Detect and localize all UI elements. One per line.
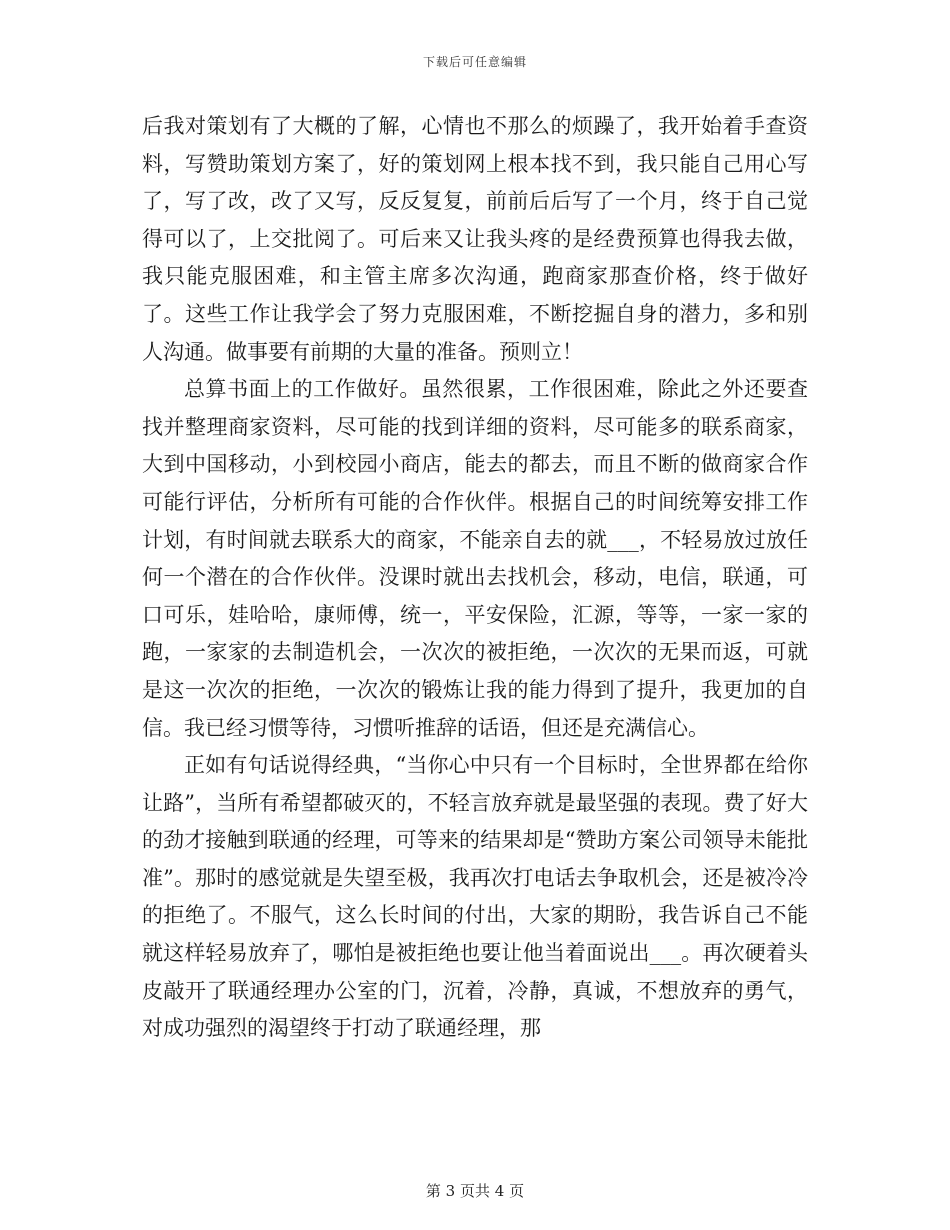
paragraph-2: 总算书面上的工作做好。虽然很累，工作很困难，除此之外还要查找并整理商家资料，尽可能的找到详细的资料，尽可能多的联系商家，大到中国移动，小到校园小商店，能去的都去，而且不断的做商家合作可能行评估，分析所有可能的合作伙伴。根据自己的时间统筹安排工作计划，有时间就去联系大的商家，不能亲自去的就___，不轻易放过放任何一个潜在的合作伙伴。没课时就出去找机会，移动，电信，联通，可口可乐，娃哈哈，康师傅，统一，平安保险，汇源，等等，一家一家的跑，一家家的去制造机会，一次次的被拒绝，一次次的无果而返，可就是这一次次的拒绝，一次次的锻炼让我的能力得到了提升，我更加的自信。我已经习惯等待，习惯听推辞的话语，但还是充满信心。 [142,377,808,740]
paragraph-1: 后我对策划有了大概的了解，心情也不那么的烦躁了，我开始着手查资料，写赞助策划方案了，好的策划网上根本找不到，我只能自己用心写了，写了改，改了又写，反反复复，前前后后写了一个月，终于自己觉得可以了，上交批阅了。可后来又让我头疼的是经费预算也得我去做，我只能克服困难，和主管主席多次沟通，跑商家那查价格，终于做好了。这些工作让我学会了努力克服困难，不断挖掘自身的潜力，多和别人沟通。做事要有前期的大量的准备。预则立！ [142,114,808,364]
paragraph-3: 正如有句话说得经典，“当你心中只有一个目标时，全世界都在给你让路”，当所有希望都破灭的，不轻言放弃就是最坚强的表现。费了好大的劲才接触到联通的经理，可等来的结果却是“赞助方案公司领导未能批准”。那时的感觉就是失望至极，我再次打电话去争取机会，还是被冷冷的拒绝了。不服气，这么长时间的付出，大家的期盼，我告诉自己不能就这样轻易放弃了，哪怕是被拒绝也要让他当着面说出___。再次硬着头皮敲开了联通经理办公室的门，沉着，冷静，真诚，不想放弃的勇气，对成功强烈的渴望终于打动了联通经理，那 [142,753,808,1041]
page-footer: 第 3 页共 4 页 [425,1182,525,1200]
document-body [142,108,808,1048]
page-header: 下载后可任意编辑 [422,55,527,69]
